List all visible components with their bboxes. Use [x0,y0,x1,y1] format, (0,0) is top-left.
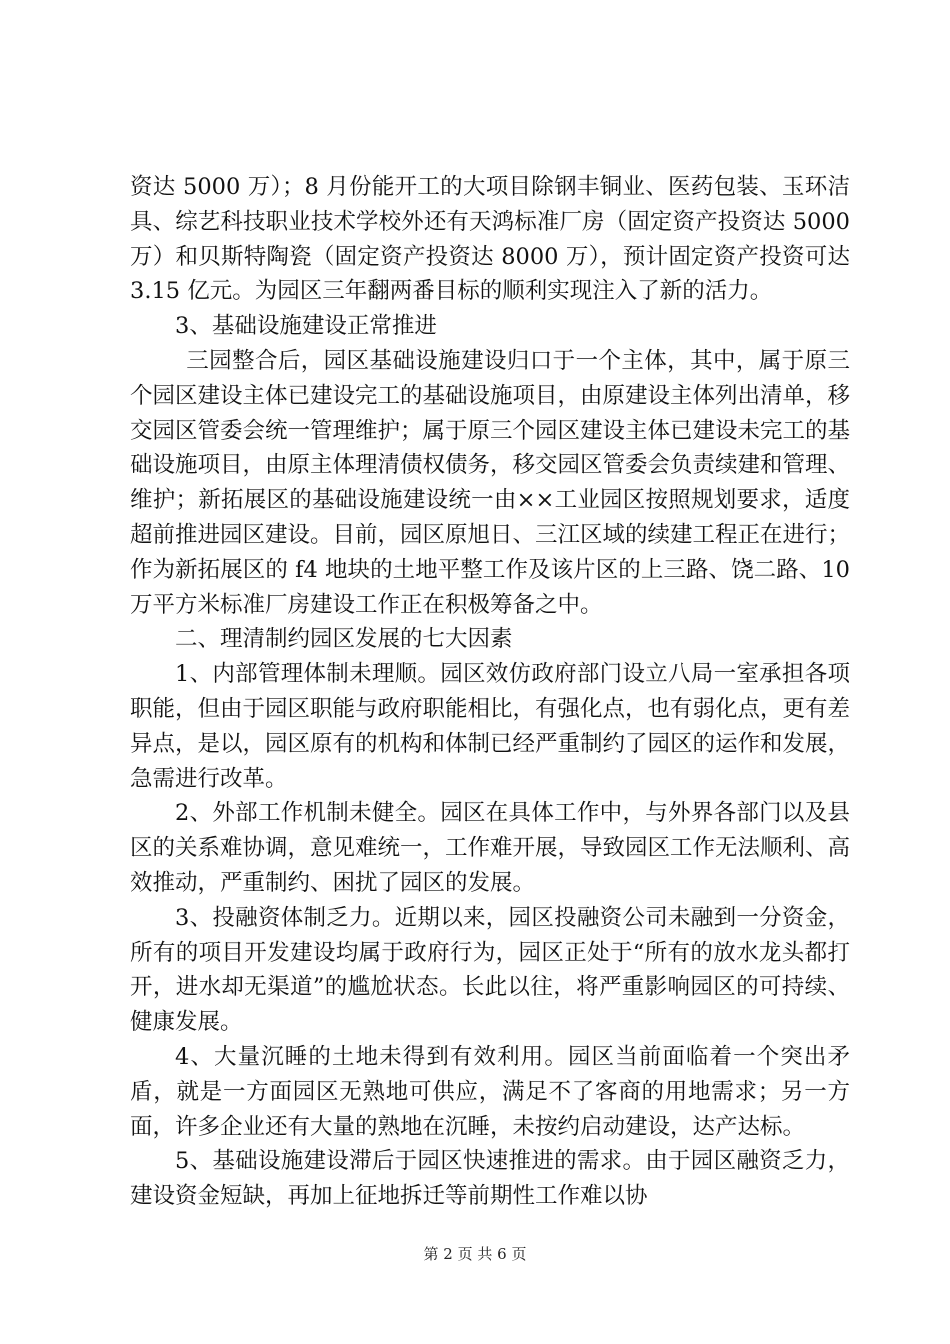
document-body [130,170,850,1214]
paragraph-factor-3: 3、投融资体制乏力。近期以来，园区投融资公司未融到一分资金，所有的项目开发建设均属于政府行为，园区正处于“所有的放水龙头都打开，进水却无渠道”的尴尬状态。长此以往，将严重影响园区的可持续、健康发展。 [130,904,850,1036]
paragraph-factor-4: 4、大量沉睡的土地未得到有效利用。园区当前面临着一个突出矛盾，就是一方面园区无熟地可供应，满足不了客商的用地需求；另一方面，许多企业还有大量的熟地在沉睡，未按约启动建设，达产达标。 [130,1043,850,1140]
paragraph-factor-5: 5、基础设施建设滞后于园区快速推进的需求。由于园区融资乏力，建设资金短缺，再加上征地拆迁等前期性工作难以协 [130,1148,850,1210]
heading-infrastructure-progress: 3、基础设施建设正常推进 [175,313,437,340]
paragraph-factor-1: 1、内部管理体制未理顺。园区效仿政府部门设立八局一室承担各项职能，但由于园区职能与政府职能相比，有强化点，也有弱化点，更有差异点，是以，园区原有的机构和体制已经严重制约了园区的运作和发展，急需进行改革。 [130,661,851,792]
paragraph-investment-summary: 资达 5000 万）；8 月份能开工的大项目除钢丰铜业、医药包装、玉环洁具、综艺科技职业技术学校外还有天鸿标准厂房（固定资产投资达 5000 万）和贝斯特陶瓷（固定资产投资达 8000 万），预计固定资产投资可达 3.15 亿元。为园区三年翻两番目标的顺利实现注入了新的活力。 [130,174,850,305]
page-footer [0,1244,950,1264]
paragraph-infrastructure-detail: 三园整合后，园区基础设施建设归口于一个主体，其中，属于原三个园区建设主体已建设完工的基础设施项目，由原建设主体列出清单，移交园区管委会统一管理维护；属于原三个园区建设主体已建设未完工的基础设施项目，由原主体理清债权债务，移交园区管委会负责续建和管理、维护；新拓展区的基础设施建设统一由××工业园区按照规划要求，适度超前推进园区建设。目前，园区原旭日、三江区域的续建工程正在进行；作为新拓展区的 f4 地块的土地平整工作及该片区的上三路、饶二路、10 万平方米标准厂房建设工作正在积极筹备之中。 [130,347,851,618]
paragraph-factor-2: 2、外部工作机制未健全。园区在具体工作中，与外界各部门以及县区的关系难协调，意见难统一，工作难开展，导致园区工作无法顺利、高效推动，严重制约、困扰了园区的发展。 [130,800,851,896]
heading-seven-factors: 二、理清制约园区发展的七大因素 [175,626,513,653]
page-number-label: 第 2 页 共 6 页 [423,1245,527,1263]
